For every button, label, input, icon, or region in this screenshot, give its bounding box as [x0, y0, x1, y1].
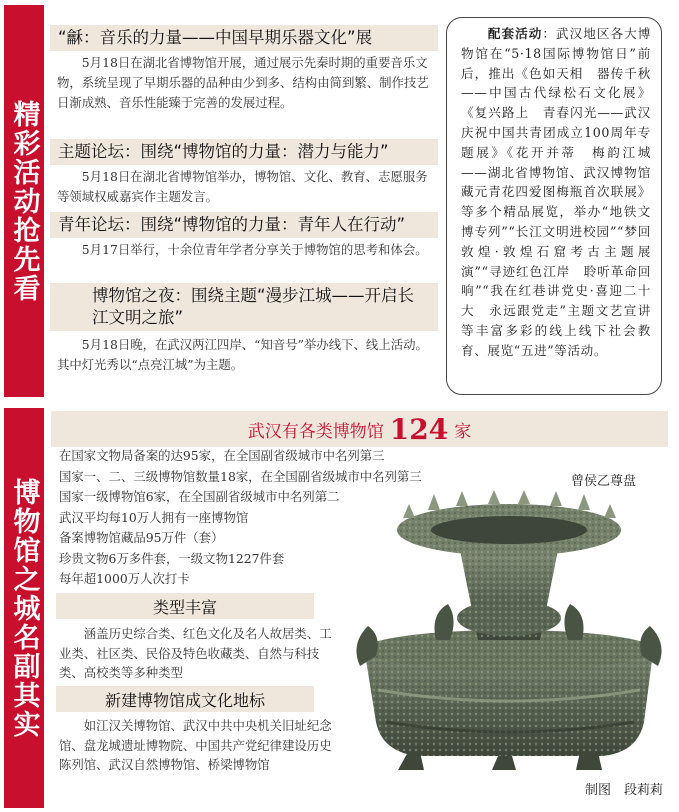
museum-count-unit: 家 [454, 421, 472, 442]
stat-line: 国家一、二、三级博物馆数量18家，在全国副省级城市中名列第三 [59, 468, 422, 484]
museum-night-title: 博物馆之夜：围绕主题“漫步江城——开启长江文明之旅” [92, 286, 415, 327]
supporting-activities-body: ：武汉地区各大博物馆在“5·18国际博物馆日”前后，推出《色如天相 器传千秋——中国古代绿松石文化展》《复兴路上 青春闪光——武汉庆祝中国共青团成立100周年专题展》《花开并蒂 梅韵江城——湖北省博物馆、武汉博物馆藏元青花四爱图梅瓶首次联展》等多个精品展览，举办“地铁文博专列”“长江文明进校园”“梦回敦煌·敦煌石窟考古主题展演”“寻迹红色江岸 聆听革命回响”“我在红巷讲党史·喜迎二十大 永远跟党走”主题文艺宣讲等丰富多彩的线上线下社会教育、展览“五进”等活动。 [461, 26, 651, 358]
stat-line: 在国家文物局备案的达95家，在全国副省级城市中名列第三 [59, 448, 385, 463]
types-title: 类型丰富 [152, 597, 217, 617]
youth-forum-title: 青年论坛：围绕“博物馆的力量：青年人在行动” [58, 215, 406, 234]
section-band-museum-city [4, 408, 44, 808]
supporting-activities-title: 配套活动 [487, 26, 543, 41]
museum-count-label: 武汉有各类博物馆 [247, 421, 384, 442]
zun-pan-bronze-image [348, 490, 670, 772]
youth-forum-text: 5月17日举行，十余位青年学者分享关于博物馆的思考和体会。 [81, 242, 428, 257]
museum-night-heading [50, 283, 438, 331]
exhibition-title: “龢：音乐的力量——中国早期乐器文化”展 [58, 28, 373, 47]
museum-night-text: 5月18日晚，在武汉两江四岸、“知音号”举办线下、线上活动。其中灯光秀以“点亮江城”为主题。 [57, 337, 428, 372]
theme-forum-text: 5月18日在湖北省博物馆举办，博物馆、文化、教育、志愿服务等领域权威嘉宾作主题发言。 [57, 169, 428, 204]
stat-line: 珍贵文物6万多件套，一级文物1227件套 [59, 550, 285, 566]
types-heading [56, 593, 314, 619]
theme-forum-title: 主题论坛：围绕“博物馆的力量：潜力与能力” [58, 142, 389, 161]
types-text: 涵盖历史综合类、红色文化及名人故居类、工业类、社区类、民俗及特色收藏类、自然与科技类、高校类等多种类型 [59, 626, 332, 680]
museum-count-number: 124 [389, 412, 449, 446]
stat-line: 每年超1000万人次打卡 [59, 571, 190, 586]
theme-forum-heading [50, 139, 438, 165]
stat-line: 武汉平均每10万人拥有一座博物馆 [59, 509, 249, 525]
band-label-museum-city: 博物馆之城名副其实 [8, 477, 40, 739]
landmarks-heading [56, 686, 314, 712]
exhibition-text: 5月18日在湖北省博物馆开展，通过展示先秦时期的重要音乐文物，系统呈现了早期乐器的品种由少到多、结构由简到繁、制作技艺日渐成熟、音乐性能臻于完善的发展过程。 [57, 55, 429, 110]
exhibition-heading [50, 25, 438, 51]
youth-forum-heading [50, 212, 438, 238]
stat-line: 国家一级博物馆6家，在全国副省级城市中名列第二 [59, 489, 340, 504]
band-label-activities: 精彩活动抢先看 [8, 99, 40, 303]
stat-line: 备案博物馆藏品95万件（套） [59, 530, 224, 545]
supporting-activities-box [446, 17, 662, 395]
section-band-activities [4, 5, 44, 397]
landmarks-title: 新建博物馆成文化地标 [104, 690, 265, 710]
artifact-caption: 曾侯乙尊盘 [571, 474, 637, 489]
credit-line: 制图 段莉莉 [585, 783, 664, 798]
museum-count-banner [51, 411, 668, 447]
supporting-activities-text [461, 24, 651, 361]
landmarks-text: 如江汉关博物馆、武汉中共中央机关旧址纪念馆、盘龙城遗址博物院、中国共产党纪律建设历史陈列馆、武汉自然博物馆、桥梁博物馆 [59, 718, 332, 772]
